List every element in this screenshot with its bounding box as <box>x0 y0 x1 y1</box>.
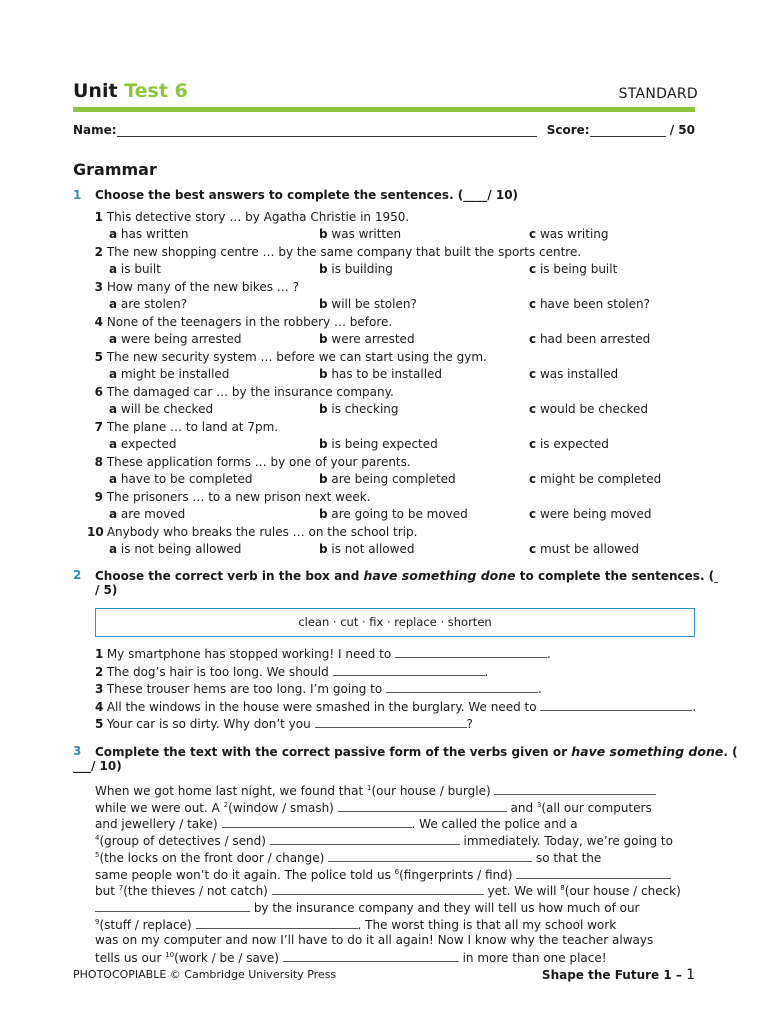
q1-option-b[interactable] <box>319 297 417 311</box>
q1-option-a[interactable] <box>109 332 241 346</box>
q1-option-c[interactable] <box>529 297 650 311</box>
option-text: has written <box>117 227 189 241</box>
q2-answer-blank[interactable] <box>315 716 467 728</box>
q1-option-b[interactable] <box>319 402 399 416</box>
q2-number: 2 <box>73 568 82 582</box>
word-box: clean · cut · fix · replace · shorten <box>95 608 695 637</box>
q1-option-a[interactable] <box>109 297 187 311</box>
option-text: has to be installed <box>327 367 443 381</box>
q1-option-a[interactable] <box>109 437 177 451</box>
q1-item-number: 8 <box>94 455 103 469</box>
q3-number: 3 <box>73 744 82 758</box>
option-text: expected <box>117 437 177 451</box>
option-letter: c <box>529 332 537 346</box>
option-text: had been arrested <box>536 332 651 346</box>
q3-text-fragment: (our house / burgle) <box>371 784 495 798</box>
option-letter: b <box>319 472 328 486</box>
option-letter: a <box>109 472 118 486</box>
option-text: are moved <box>117 507 186 521</box>
q1-number: 1 <box>73 188 82 202</box>
q3-text-line <box>95 833 673 848</box>
option-text: is not allowed <box>327 542 415 556</box>
score-field[interactable] <box>590 124 666 137</box>
footer-book-title: Shape the Future 1 – <box>541 968 682 982</box>
option-letter: a <box>109 507 118 521</box>
q1-item-text: The damaged car … by the insurance company. <box>103 385 394 399</box>
q3-text-fragment: (group of detectives / send) <box>99 834 270 849</box>
q1-item-number: 10 <box>87 525 104 539</box>
q3-text-line <box>95 783 656 798</box>
option-text: was written <box>327 227 402 241</box>
name-field[interactable] <box>117 124 537 137</box>
q3-text-line <box>95 933 653 947</box>
q1-item-stem <box>87 315 392 329</box>
q3-text-fragment: (our house / check) <box>564 884 681 899</box>
q3-answer-blank[interactable] <box>196 917 358 929</box>
q3-text-fragment: was on my computer and now I’ll have to do it all again! Now I know why the teacher always <box>95 933 654 948</box>
q3-answer-blank[interactable] <box>328 850 532 862</box>
option-letter: b <box>319 507 328 521</box>
q1-option-c[interactable] <box>529 472 661 486</box>
option-letter: a <box>109 367 118 381</box>
q3-text-line <box>95 867 671 882</box>
q3-answer-blank[interactable] <box>283 950 459 962</box>
q2-answer-blank[interactable] <box>333 664 485 676</box>
footer-book <box>542 967 695 983</box>
q1-option-b[interactable] <box>319 332 415 346</box>
q1-item-text: Anybody who breaks the rules … on the school trip. <box>103 525 418 539</box>
q2-instruction <box>95 568 718 583</box>
option-letter: c <box>529 437 537 451</box>
q3-answer-blank[interactable] <box>516 867 671 879</box>
name-label: Name: <box>73 123 117 137</box>
q1-option-a[interactable] <box>109 542 241 556</box>
footer-copyright: PHOTOCOPIABLE © Cambridge University Press <box>73 968 337 981</box>
gap-number: 3 <box>536 800 542 809</box>
q1-item-text: This detective story … by Agatha Christie in 1950. <box>103 210 410 224</box>
q2-item-text: All the windows in the house were smashed in the burglary. We need to <box>103 699 541 714</box>
gap-number: 7 <box>118 884 124 893</box>
q1-option-b[interactable] <box>319 542 414 556</box>
q1-option-b[interactable] <box>319 262 393 276</box>
q1-item-text: The new security system … before we can start using the gym. <box>103 350 487 364</box>
q3-instruction <box>95 744 738 759</box>
q3-instruction-emphasis: have something done <box>571 744 724 759</box>
q2-answer-blank[interactable] <box>386 681 538 693</box>
option-text: might be installed <box>117 367 230 381</box>
option-text: would be checked <box>536 402 648 416</box>
option-letter: c <box>529 227 537 241</box>
q3-text-fragment: by the insurance company and they will tell us how much of our <box>250 900 640 915</box>
q1-item-stem <box>87 420 278 434</box>
q3-text-fragment: . The worst thing is that all my school work <box>357 917 617 932</box>
gap-number: 9 <box>95 917 100 926</box>
q3-answer-blank[interactable] <box>270 833 460 845</box>
gap-number: 8 <box>560 884 565 893</box>
q3-text-fragment: (all our computers <box>541 800 652 815</box>
q3-text-fragment: (the thieves / not catch) <box>123 884 272 899</box>
q2-item-text: The dog’s hair is too long. We should <box>103 664 333 679</box>
q1-item-text: These application forms … by one of your parents. <box>103 455 411 469</box>
q3-text-fragment: . We called the police and a <box>411 817 578 832</box>
option-letter: c <box>529 472 537 486</box>
q2-item-number: 2 <box>95 664 104 679</box>
option-letter: a <box>109 297 118 311</box>
option-text: will be stolen? <box>327 297 417 311</box>
option-text: must be allowed <box>536 542 639 556</box>
option-text: is being expected <box>327 437 438 451</box>
option-letter: a <box>109 402 118 416</box>
q1-item-stem <box>87 280 299 294</box>
option-text: is building <box>327 262 393 276</box>
q2-instruction-line2: / 5) <box>95 583 118 597</box>
q3-text-fragment: (stuff / replace) <box>99 917 196 932</box>
q1-option-a[interactable] <box>109 367 229 381</box>
option-letter: b <box>319 402 328 416</box>
q1-option-c[interactable] <box>529 437 609 451</box>
option-text: were being moved <box>536 507 652 521</box>
option-letter: b <box>319 542 328 556</box>
q1-option-a[interactable] <box>109 507 185 521</box>
q2-instruction-pre: Choose the correct verb in the box and <box>95 569 364 583</box>
q1-option-c[interactable] <box>529 262 617 276</box>
option-letter: c <box>529 367 537 381</box>
q1-option-c[interactable] <box>529 542 639 556</box>
gap-number: 4 <box>95 834 100 843</box>
q3-text-fragment: When we got home last night, we found that <box>95 784 367 798</box>
page-number: 1 <box>686 967 695 983</box>
gap-number: 10 <box>165 951 175 959</box>
q3-text-line <box>95 883 681 898</box>
q2-item <box>95 664 488 679</box>
q3-answer-blank[interactable] <box>95 900 250 912</box>
option-text: might be completed <box>536 472 662 486</box>
option-letter: c <box>529 542 537 556</box>
option-letter: a <box>109 262 118 276</box>
title-unit: Unit <box>73 80 118 102</box>
option-letter: b <box>319 367 328 381</box>
q1-option-c[interactable] <box>529 402 648 416</box>
q1-option-c[interactable] <box>529 507 652 521</box>
q1-item-stem <box>87 455 411 469</box>
q2-item-end: . <box>538 682 542 696</box>
q1-item-stem <box>87 245 581 259</box>
q3-instruction-line2: ___/ 10) <box>73 759 122 773</box>
option-text: are stolen? <box>117 297 188 311</box>
option-text: have to be completed <box>117 472 253 486</box>
option-text: is built <box>117 262 161 276</box>
option-letter: b <box>319 297 328 311</box>
name-row <box>73 123 537 137</box>
q1-option-c[interactable] <box>529 367 618 381</box>
q3-text-fragment: (window / smash) <box>228 800 338 815</box>
q3-text-fragment: but <box>95 884 119 899</box>
q1-item-number: 1 <box>94 210 103 224</box>
q2-item <box>95 681 542 696</box>
q2-item-number: 5 <box>95 717 104 731</box>
q3-text-fragment: so that the <box>532 850 602 865</box>
header-rule <box>73 107 695 112</box>
q1-option-c[interactable] <box>529 227 609 241</box>
option-letter: b <box>319 227 328 241</box>
option-text: is expected <box>536 437 609 451</box>
option-text: will be checked <box>117 402 214 416</box>
option-text: are going to be moved <box>327 507 468 521</box>
option-letter: c <box>529 507 537 521</box>
score-total: / 50 <box>669 123 695 137</box>
q1-item-number: 3 <box>94 280 103 294</box>
q2-item-number: 4 <box>95 699 104 714</box>
option-text: was installed <box>536 367 619 381</box>
option-text: is being built <box>536 262 618 276</box>
q3-text-line <box>95 900 639 915</box>
q3-text-line <box>95 816 578 831</box>
option-letter: c <box>529 262 537 276</box>
q2-instruction-emphasis: have something done <box>363 568 516 583</box>
score-row <box>547 123 695 137</box>
q3-text-fragment: tells us our <box>95 951 166 965</box>
score-label: Score: <box>546 123 590 137</box>
q2-item <box>95 646 551 661</box>
q3-text-fragment: (work / be / save) <box>174 951 283 965</box>
q2-item-end: . <box>484 664 489 679</box>
option-text: is checking <box>327 402 399 416</box>
gap-number: 2 <box>223 800 229 809</box>
q3-text-line <box>95 917 616 932</box>
q1-item-text: The plane … to land at 7pm. <box>103 420 279 434</box>
q1-item-number: 9 <box>94 490 103 504</box>
option-text: is not being allowed <box>117 542 242 556</box>
q1-item-stem <box>87 385 394 399</box>
q3-text-fragment: yet. We will <box>483 884 561 899</box>
q2-item <box>95 716 473 731</box>
q3-text-line <box>95 800 652 815</box>
gap-number: 5 <box>95 850 100 859</box>
q1-option-b[interactable] <box>319 367 442 381</box>
q1-option-b[interactable] <box>319 472 456 486</box>
q3-text-line <box>95 850 601 865</box>
q1-item-number: 5 <box>94 350 103 364</box>
q2-instruction-post: to complete the sentences. ( <box>515 569 715 583</box>
q1-item-number: 7 <box>94 420 103 434</box>
q1-item-number: 4 <box>94 315 103 329</box>
q1-item-text: The new shopping centre … by the same company that built the sports centre. <box>103 245 582 259</box>
gap-number: 6 <box>394 867 400 876</box>
q1-option-a[interactable] <box>109 472 253 486</box>
q1-item-stem <box>87 210 409 224</box>
option-letter: b <box>319 332 328 346</box>
q2-answer-blank[interactable] <box>540 699 692 711</box>
option-letter: a <box>109 227 118 241</box>
q3-instruction-post: . ( <box>723 745 738 759</box>
q2-item-text: These trouser hems are too long. I’m going to <box>103 682 387 696</box>
q3-text-fragment: and <box>506 800 537 815</box>
q1-option-a[interactable] <box>109 262 161 276</box>
q3-text-fragment: same people won’t do it again. The police told us <box>95 867 395 882</box>
title-test: Test 6 <box>124 80 188 102</box>
q3-text-fragment: (the locks on the front door / change) <box>99 850 329 865</box>
q1-item-text: How many of the new bikes … ? <box>103 280 299 294</box>
q3-text-fragment: immediately. Today, we’re going to <box>459 834 673 849</box>
gap-number: 1 <box>366 784 372 792</box>
q1-option-b[interactable] <box>319 437 438 451</box>
option-text: have been stolen? <box>536 297 650 311</box>
option-text: were being arrested <box>117 332 242 346</box>
q2-item-end: . <box>692 699 697 714</box>
q2-item-text: Your car is so dirty. Why don’t you <box>103 717 315 731</box>
q1-item-text: None of the teenagers in the robbery … before. <box>103 315 393 329</box>
q2-item-number: 1 <box>95 647 104 661</box>
q3-text-fragment: (fingerprints / find) <box>399 867 517 882</box>
q2-item-number: 3 <box>95 682 104 696</box>
q2-item <box>95 699 696 714</box>
q3-text-fragment: while we were out. A <box>95 800 224 815</box>
option-letter: a <box>109 332 118 346</box>
q2-item-end: . <box>547 647 551 661</box>
q1-item-text: The prisoners … to a new prison next week. <box>103 490 371 504</box>
section-title: Grammar <box>73 160 157 179</box>
q3-text-fragment: and jewellery / take) <box>95 817 222 832</box>
q3-instruction-pre: Complete the text with the correct passive form of the verbs given or <box>95 745 572 759</box>
option-letter: a <box>109 437 118 451</box>
q1-item-stem <box>87 490 371 504</box>
q2-item-text: My smartphone has stopped working! I need to <box>103 647 395 661</box>
q1-instruction: Choose the best answers to complete the sentences. (____/ 10) <box>95 188 519 202</box>
q1-item-number: 6 <box>94 385 103 399</box>
q3-answer-blank[interactable] <box>222 816 412 828</box>
option-letter: c <box>529 297 537 311</box>
option-letter: a <box>109 542 118 556</box>
q3-text-fragment: in more than one place! <box>458 951 607 965</box>
q3-answer-blank[interactable] <box>338 800 507 812</box>
q1-item-stem <box>87 525 417 539</box>
option-text: are being completed <box>327 472 456 486</box>
option-text: was writing <box>536 227 609 241</box>
q1-option-c[interactable] <box>529 332 650 346</box>
q3-answer-blank[interactable] <box>494 783 656 795</box>
q1-option-b[interactable] <box>319 507 468 521</box>
q3-text-line <box>95 950 607 965</box>
q1-item-number: 2 <box>94 245 103 259</box>
q2-score-blank <box>714 572 718 583</box>
option-letter: c <box>529 402 537 416</box>
option-letter: b <box>319 437 328 451</box>
q2-item-end: ? <box>466 717 473 731</box>
q2-answer-blank[interactable] <box>395 646 547 658</box>
q1-option-b[interactable] <box>319 227 401 241</box>
q1-item-stem <box>87 350 487 364</box>
q1-option-a[interactable] <box>109 402 213 416</box>
page-title <box>73 80 188 102</box>
q3-answer-blank[interactable] <box>272 883 484 895</box>
level-label: STANDARD <box>618 86 698 102</box>
option-text: were arrested <box>327 332 415 346</box>
q1-option-a[interactable] <box>109 227 188 241</box>
option-letter: b <box>319 262 328 276</box>
